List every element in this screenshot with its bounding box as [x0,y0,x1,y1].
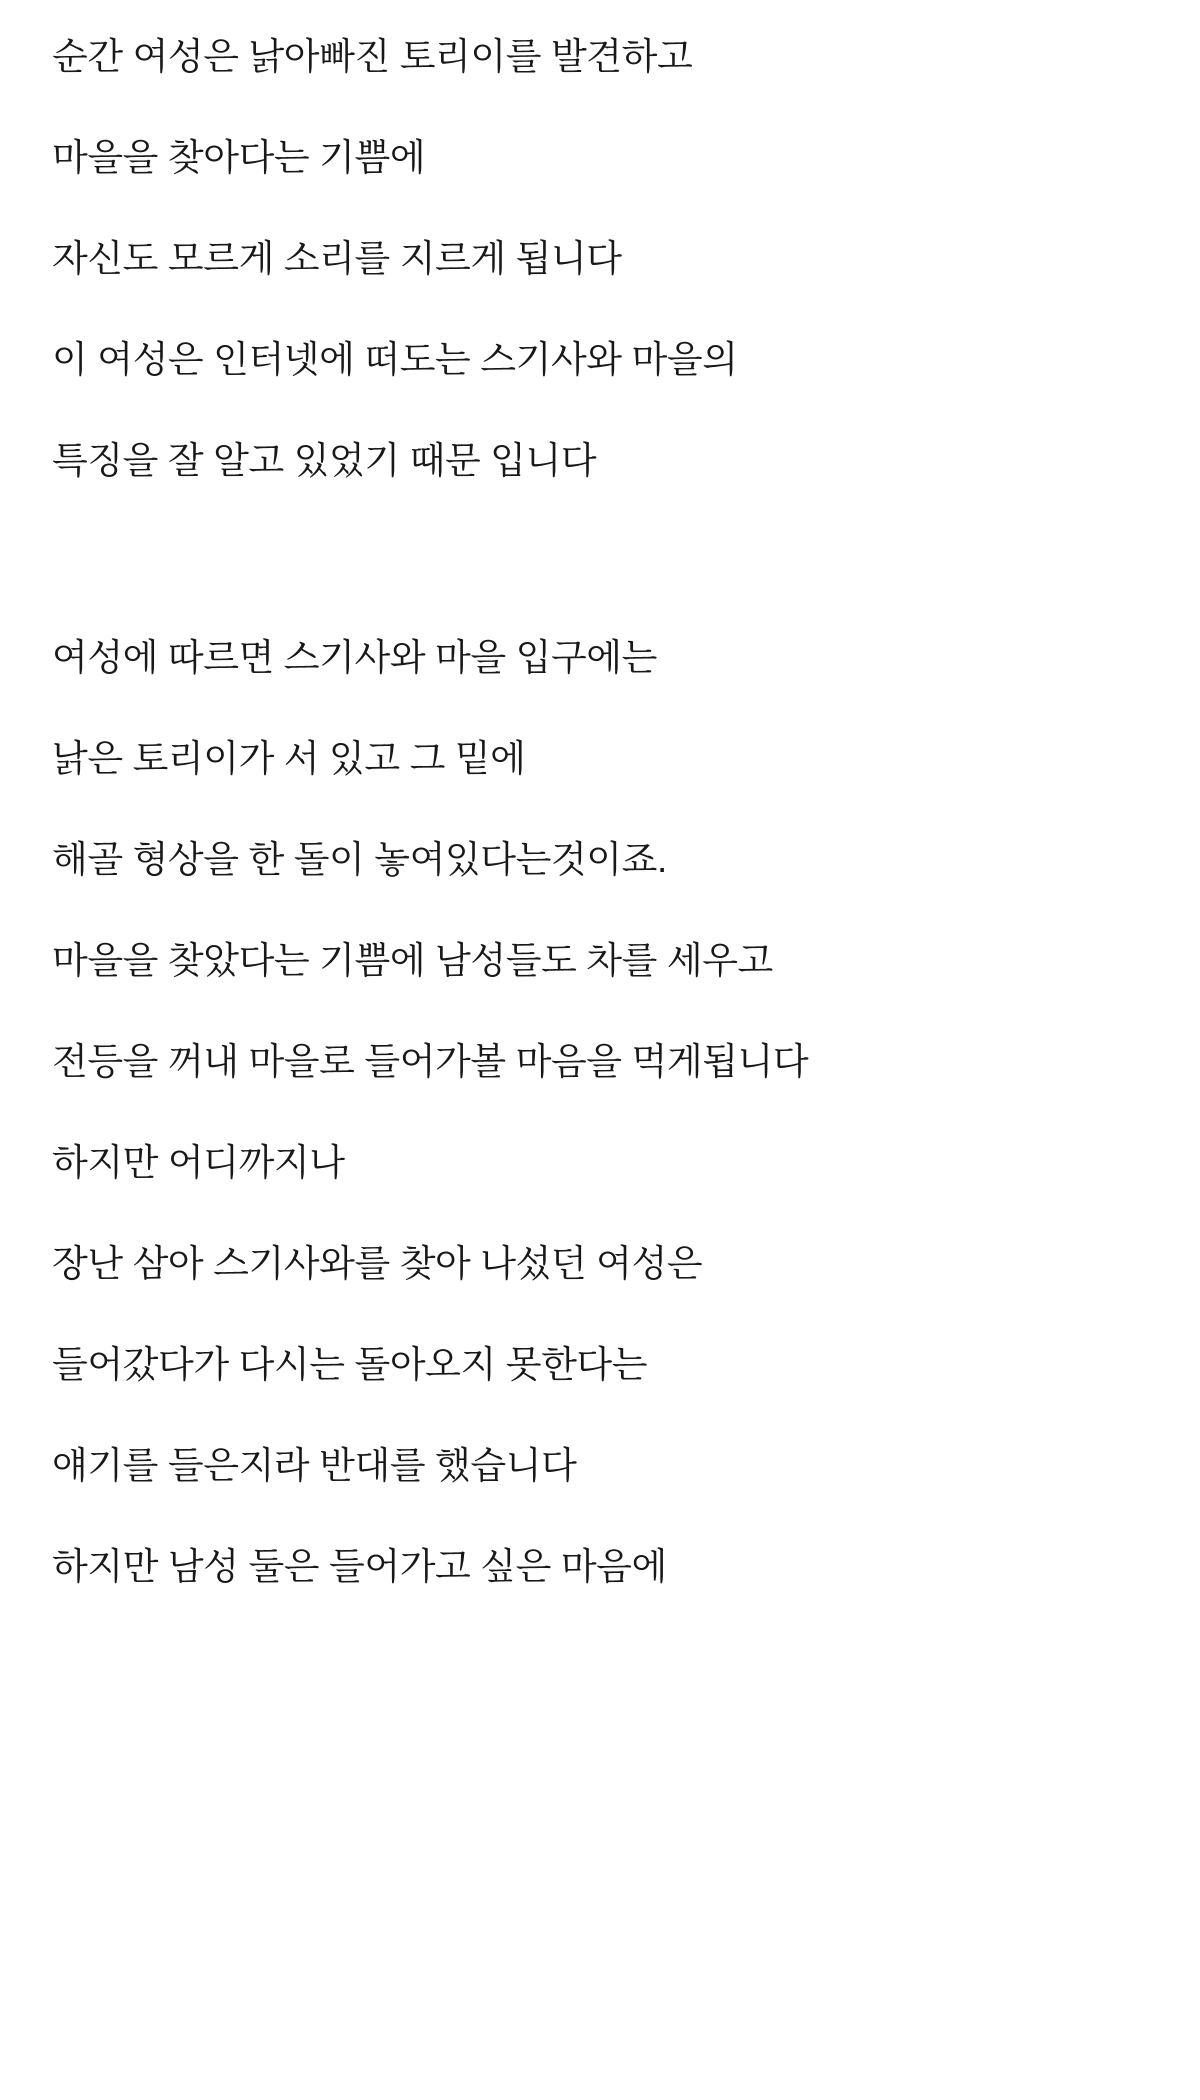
text-line: 하지만 어디까지나 [52,1142,345,1183]
text-line: 낡은 토리이가 서 있고 그 밑에 [52,738,526,779]
text-line: 전등을 꺼내 마을로 들어가볼 마음을 먹게됩니다 [52,1041,809,1082]
text-line: 여성에 따르면 스기사와 마을 입구에는 [52,637,657,678]
text-line: 장난 삼아 스기사와를 찾아 나섰던 여성은 [52,1243,703,1284]
text-line: 이 여성은 인터넷에 떠도는 스기사와 마을의 [52,339,738,380]
text-line: 들어갔다가 다시는 돌아오지 못한다는 [52,1344,648,1385]
text-line: 마을을 찾아다는 기쁨에 [52,137,426,178]
text-line: 마을을 찾았다는 기쁨에 남성들도 차를 세우고 [52,940,773,981]
text-line: 얘기를 들은지라 반대를 했습니다 [52,1445,577,1486]
text-line: 자신도 모르게 소리를 지르게 됩니다 [52,238,622,279]
paragraph-2 [52,607,1148,1617]
text-line: 해골 형상을 한 돌이 놓여있다는것이죠. [52,839,667,880]
text-line: 특징을 잘 알고 있었기 때문 입니다 [52,440,597,481]
paragraph-spacer [52,511,1148,607]
text-line: 하지만 남성 둘은 들어가고 싶은 마음에 [52,1546,667,1587]
paragraph-1 [52,6,1148,511]
text-line: 순간 여성은 낡아빠진 토리이를 발견하고 [52,36,693,77]
story-body [52,0,1148,1617]
